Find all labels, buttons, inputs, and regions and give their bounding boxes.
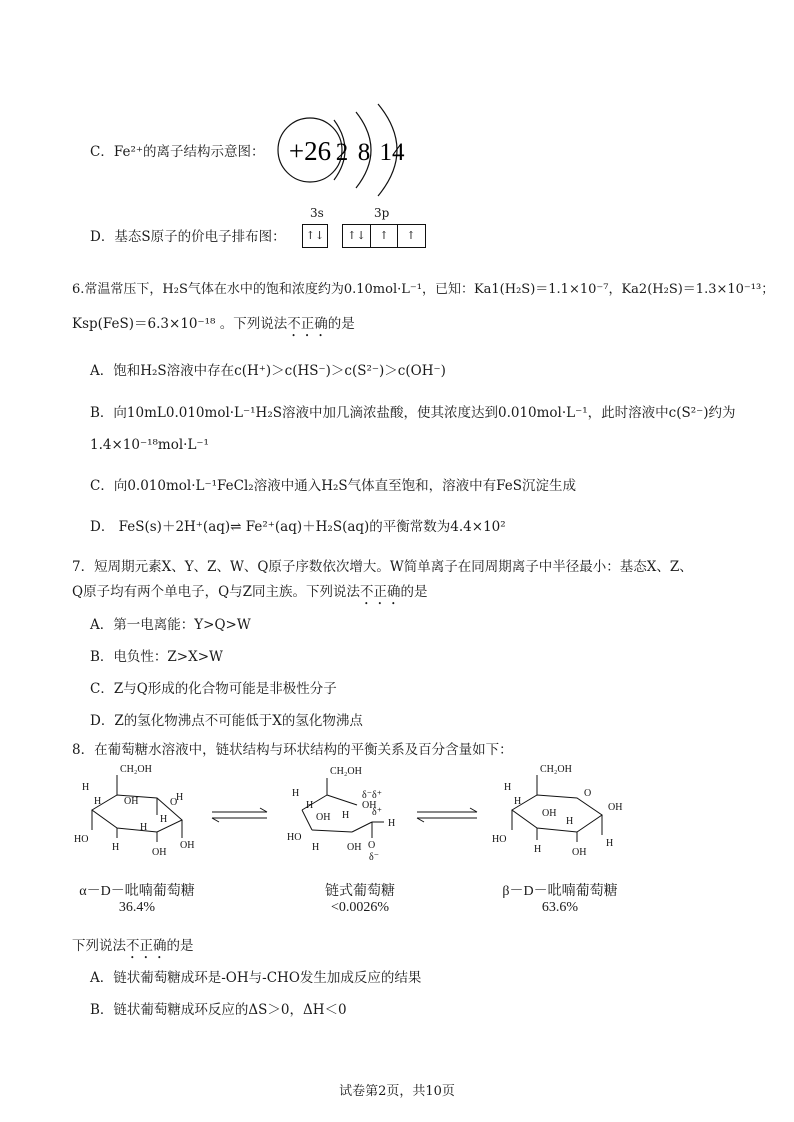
q7-stem-line1: 7．短周期元素X、Y、Z、W、Q原子序数依次增大。W简单离子在同周期离子中半径最小：基态X、Z、: [72, 559, 693, 575]
q6-stem-line1: 6.常温常压下，H₂S气体在水中的饱和浓度约为0.10mol·L⁻¹，已知：Ka1(H₂S)＝1.1×10⁻⁷，Ka2(H₂S)＝1.3×10⁻¹³；: [72, 282, 775, 297]
svg-text:H: H: [306, 800, 314, 811]
svg-text:H: H: [112, 842, 120, 853]
option-letter: C．: [90, 144, 114, 160]
svg-text:CH₂OH: CH₂OH: [330, 766, 362, 777]
equilibrium-arrow-1: [212, 808, 267, 822]
svg-text:H: H: [176, 792, 184, 803]
svg-text:O: O: [170, 797, 178, 808]
svg-text:OH: OH: [362, 800, 377, 811]
q7-stem-line2: Q原子均有两个单电子，Q与Z同主族。下列说法不正确的是: [72, 584, 428, 600]
beta-glucose-structure: [512, 775, 602, 842]
q8-option-a: A．链状葡萄糖成环是-OH与-CHO发生加成反应的结果: [90, 970, 422, 986]
shell-2-count: 8: [357, 139, 371, 166]
svg-text:δ⁺: δ⁺: [372, 807, 382, 818]
alpha-glucose-structure: [92, 775, 182, 842]
alpha-glucose-percent: 36.4%: [118, 900, 156, 915]
q7-option-c: C．Z与Q形成的化合物可能是非极性分子: [90, 681, 337, 697]
q6-option-a: A．饱和H₂S溶液中存在c(H⁺)＞c(HS⁻)＞c(S²⁻)＞c(OH⁻): [90, 363, 446, 379]
svg-text:H: H: [504, 782, 512, 793]
svg-text:OH: OH: [572, 847, 587, 858]
svg-text:H: H: [94, 796, 102, 807]
chain-glucose-percent: <0.0026%: [330, 900, 390, 915]
option-letter: D．: [90, 229, 115, 245]
q7-option-a: A．第一电离能：Y>Q>W: [90, 617, 251, 633]
svg-text:H: H: [566, 816, 574, 827]
shell-1-count: 2: [335, 139, 349, 166]
option-c-fe: [90, 140, 265, 160]
svg-text:HO: HO: [74, 834, 89, 845]
orbital-3s: [302, 224, 328, 248]
emphasis-not-correct: 不正确: [360, 584, 401, 600]
label-3p: 3p: [374, 206, 390, 220]
svg-text:HO: HO: [287, 832, 302, 843]
orbital-3p: [342, 224, 426, 248]
svg-text:H: H: [312, 842, 320, 853]
page-footer: 试卷第2页，共10页: [339, 1084, 455, 1099]
svg-text:H: H: [388, 818, 396, 829]
svg-text:H: H: [82, 782, 90, 793]
orbital-3s-cell: ↑↓: [305, 229, 325, 242]
svg-text:H: H: [140, 822, 148, 833]
alpha-glucose-name: α－D－吡喃葡萄糖: [79, 884, 195, 899]
q6-option-d: D． FeS(s)＋2H⁺(aq)⇌ Fe²⁺(aq)＋H₂S(aq)的平衡常数为4.4×10²: [90, 519, 506, 535]
beta-glucose-percent: 63.6%: [541, 900, 579, 915]
svg-text:OH: OH: [180, 840, 195, 851]
svg-text:O: O: [584, 788, 592, 799]
svg-text:OH: OH: [316, 812, 331, 823]
svg-text:CH₂OH: CH₂OH: [540, 764, 572, 775]
q8-stem: 8．在葡萄糖水溶液中，链状结构与环状结构的平衡关系及百分含量如下：: [72, 742, 513, 758]
emphasis-not-correct: 不正确: [287, 316, 328, 332]
svg-text:OH: OH: [347, 842, 362, 853]
svg-text:H: H: [534, 844, 542, 855]
chain-glucose-name: 链式葡萄糖: [325, 884, 395, 899]
orbital-3p-cell-3: ↑: [406, 229, 416, 242]
label-3s: 3s: [310, 206, 324, 220]
svg-text:H: H: [606, 838, 614, 849]
fe-ion-structure-diagram: [270, 98, 420, 202]
svg-text:OH: OH: [608, 802, 623, 813]
svg-text:OH: OH: [152, 847, 167, 858]
svg-text:OH: OH: [542, 808, 557, 819]
q6-option-b-line1: B．向10mL0.010mol·L⁻¹H₂S溶液中加几滴浓盐酸，使其浓度达到0.010mol·L⁻¹，此时溶液中c(S²⁻)约为: [90, 405, 736, 421]
svg-text:δ⁻δ⁺: δ⁻δ⁺: [362, 790, 382, 801]
orbital-3p-cell-2: ↑: [371, 225, 398, 247]
option-text: Fe²⁺的离子结构示意图：: [113, 144, 265, 160]
q8-option-b: B．链状葡萄糖成环反应的ΔS＞0，ΔH＜0: [90, 1002, 347, 1018]
svg-text:H: H: [292, 788, 300, 799]
equilibrium-arrow-2: [417, 808, 477, 822]
svg-text:H: H: [514, 796, 522, 807]
svg-text:H: H: [160, 814, 168, 825]
q6-stem-line2: Ksp(FeS)＝6.3×10⁻¹⁸ 。下列说法不正确的是: [72, 316, 355, 332]
q8-prompt: 下列说法不正确的是: [72, 938, 194, 954]
q6-option-b-line2: 1.4×10⁻¹⁸mol·L⁻¹: [90, 437, 209, 453]
svg-text:CH₂OH: CH₂OH: [120, 764, 152, 775]
orbital-3p-cell-1: ↑↓: [343, 225, 371, 247]
svg-text:H: H: [342, 810, 350, 821]
q6-option-c: C．向0.010mol·L⁻¹FeCl₂溶液中通入H₂S气体直至饱和，溶液中有FeS沉淀生成: [90, 478, 576, 494]
shell-3-count: 14: [379, 139, 405, 166]
svg-text:HO: HO: [492, 834, 507, 845]
q7-option-b: B．电负性：Z>X>W: [90, 649, 223, 665]
glucose-equilibrium-diagram: [72, 760, 632, 870]
option-text: 基态S原子的价电子排布图：: [114, 229, 286, 245]
nucleus-charge: +26: [288, 136, 332, 166]
chain-glucose-labels: [287, 766, 395, 863]
svg-text:OH: OH: [124, 796, 139, 807]
option-d-s: [90, 225, 286, 245]
emphasis-not-correct: 不正确: [126, 938, 167, 954]
q7-option-d: D．Z的氢化物沸点不可能低于X的氢化物沸点: [90, 713, 363, 729]
beta-glucose-name: β－D－吡喃葡萄糖: [502, 884, 618, 899]
svg-text:δ⁻: δ⁻: [369, 852, 379, 863]
svg-text:O: O: [368, 840, 376, 851]
